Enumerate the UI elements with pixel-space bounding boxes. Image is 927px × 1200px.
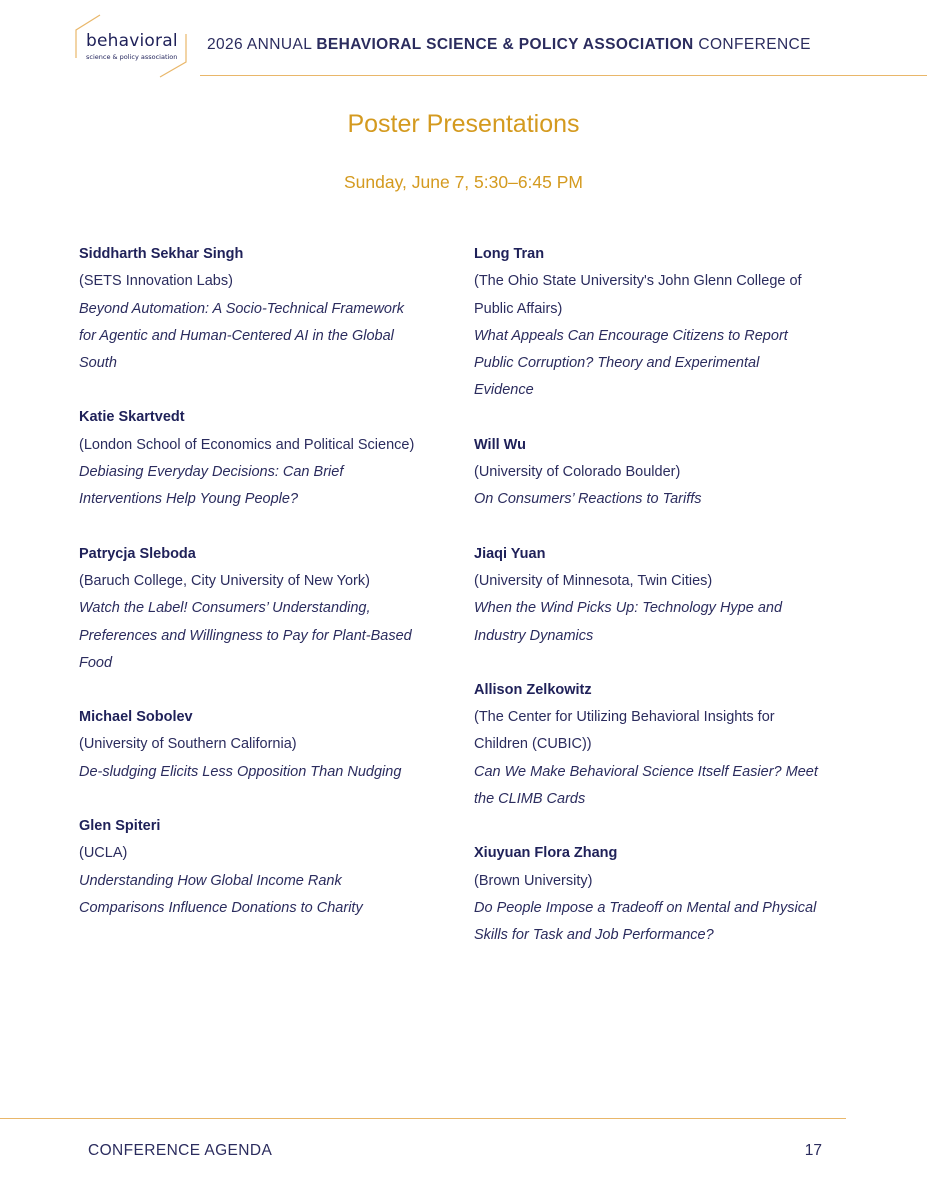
presentation-entry [474,241,854,405]
session-time: Sunday, June 7, 5:30–6:45 PM [343,172,583,192]
footer-divider [0,1118,846,1119]
presenter-affiliation: (University of Colorado Boulder) [474,464,681,481]
presentation-title: Evidence [474,382,534,399]
presentation-title: South [79,355,117,372]
presenter-name: Michael Sobolev [79,709,193,726]
presentation-entry [79,704,459,786]
presentation-entry [79,404,459,513]
header-title [207,36,811,54]
presentation-title: Debiasing Everyday Decisions: Can Brief [79,464,344,481]
presentation-entry [474,840,854,949]
bspa-logo [70,14,190,78]
presentation-title: Industry Dynamics [474,627,594,644]
header-association: BEHAVIORAL SCIENCE & POLICY ASSOCIATION [316,36,694,53]
presentation-title: De-sludging Elicits Less Opposition Than Nudging [79,763,402,780]
presenter-affiliation: (The Ohio State University's John Glenn College of [474,273,802,290]
header-suffix: CONFERENCE [693,36,811,53]
presenter-name: Katie Skartvedt [79,409,185,426]
presentation-title: Comparisons Influence Donations to Charity [79,899,363,916]
presenter-affiliation: (The Center for Utilizing Behavioral Insights for [474,709,775,726]
presenter-name: Xiuyuan Flora Zhang [474,845,618,862]
presentation-entry [79,241,459,377]
header-divider [200,75,927,76]
presentation-title: Beyond Automation: A Socio-Technical Framework [79,300,405,317]
presentation-title: Skills for Task and Job Performance? [474,927,714,944]
presenter-name: Allison Zelkowitz [474,681,592,698]
presenter-affiliation: Children (CUBIC)) [474,736,592,753]
presenter-name: Glen Spiteri [79,818,161,835]
presentation-title: Public Corruption? Theory and Experimental [474,355,760,372]
presentation-title: What Appeals Can Encourage Citizens to Report [474,327,788,344]
logo-tagline: science & policy association [86,53,178,61]
presentation-entry [79,541,459,677]
presentation-title: Food [79,654,113,671]
header-prefix: 2026 ANNUAL [207,36,317,53]
page-number: 17 [804,1142,822,1159]
presentation-entry [79,813,459,922]
presentation-entry [474,432,854,514]
presenter-affiliation: (University of Southern California) [79,736,297,753]
presenter-name: Long Tran [474,246,545,262]
presentation-title: for Agentic and Human-Centered AI in the Global [79,327,394,344]
logo-wordmark: behavioral [86,31,178,51]
presentation-title: Do People Impose a Tradeoff on Mental and Physical [474,899,817,916]
presenter-affiliation: (London School of Economics and Political Science) [79,436,415,453]
presentation-title: the CLIMB Cards [474,791,586,808]
page-title: Poster Presentations [347,110,580,138]
presentation-title: Understanding How Global Income Rank [79,872,342,889]
presenter-affiliation: (Brown University) [474,872,593,889]
presentation-entry [474,541,854,650]
presentation-title: Can We Make Behavioral Science Itself Easier? Meet [474,763,818,780]
presenter-affiliation: (Baruch College, City University of New York) [79,572,370,589]
presenter-affiliation: (UCLA) [79,845,128,862]
presenter-name: Jiaqi Yuan [474,545,546,562]
presentation-title: Watch the Label! Consumers’ Understanding, [79,600,371,617]
right-column [474,241,854,977]
presenter-affiliation: (SETS Innovation Labs) [79,273,233,290]
presenter-name: Patrycja Sleboda [79,545,196,562]
left-column [79,241,459,949]
presenter-name: Will Wu [474,436,526,453]
presentation-title: When the Wind Picks Up: Technology Hype and [474,600,783,617]
presentation-entry [474,677,854,813]
presenter-affiliation: Public Affairs) [474,300,563,317]
presenter-affiliation: (University of Minnesota, Twin Cities) [474,572,713,589]
footer-label: CONFERENCE AGENDA [88,1142,273,1159]
presentation-title: On Consumers’ Reactions to Tariffs [474,491,702,508]
presentation-title: Preferences and Willingness to Pay for Plant-Based [79,627,412,644]
presenter-name: Siddharth Sekhar Singh [79,246,244,262]
presentation-title: Interventions Help Young People? [79,491,299,508]
